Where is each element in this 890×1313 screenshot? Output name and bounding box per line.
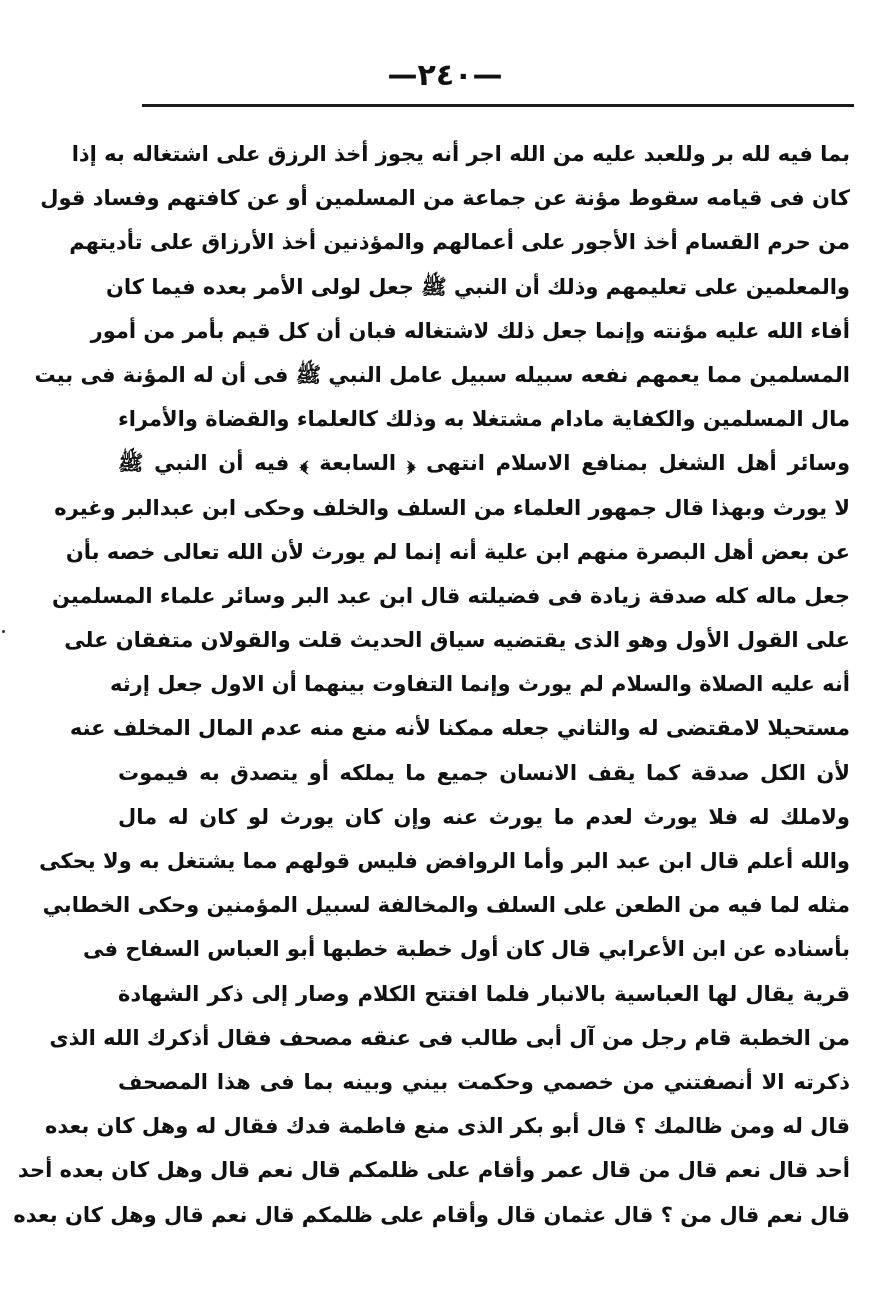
text-line: لأن الكل صدقة كما يقف الانسان جميع ما يملكه أو يتصدق به فيموت — [118, 760, 850, 785]
text-line: من حرم القسام أخذ الأجور على أعمالهم والمؤذنين أخذ الأرزاق على تأديتهم — [69, 230, 850, 255]
text-line: مستحيلا لامقتضى له والثاني جعله ممكنا لأنه منع منه عدم المال المخلف عنه — [69, 716, 850, 741]
text-line: بما فيه لله بر وللعبد عليه من الله اجر أنه يجوز أخذ الرزق على اشتغاله به إذا — [71, 142, 850, 166]
page-number: —٢٤٠— — [387, 58, 503, 93]
text-line: ذكرته الا أنصفتني من خصمي وحكمت بيني وبينه بما فى هذا المصحف — [118, 1069, 850, 1094]
text-line: مثله لما فيه من الطعن على السلف والمخالفة لسبيل المؤمنين وحكى الخطابي — [42, 893, 850, 918]
text-line: جعل ماله كله صدقة زيادة فى فضيلته قال ابن عبد البر وسائر علماء المسلمين — [51, 583, 850, 608]
text-line: من الخطبة قام رجل من آل أبى طالب فى عنقه مصحف فقال أذكرك الله الذى — [49, 1025, 850, 1050]
text-line: قال نعم قال من ؟ قال عثمان قال وأقام على ظلمكم قال نعم قال وهل كان بعده — [13, 1202, 850, 1227]
text-line: أنه عليه الصلاة والسلام لم يورث وإنما التفاوت بينهما أن الاول جعل إرثه — [110, 672, 850, 697]
text-line: أفاء الله عليه مؤنته وإنما جعل ذلك لاشتغاله فبان أن كل قيم بأمر من أمور — [90, 318, 850, 343]
text-line: والمعلمين على تعليمهم وذلك أن النبي ﷺ جعل لولى الأمر بعده فيما كان — [105, 274, 850, 299]
text-line: مال المسلمين والكفاية مادام مشتغلا به وذلك كالعلماء والقضاة والأمراء — [118, 407, 850, 432]
margin-speck — [2, 630, 5, 633]
text-line: لا يورث وبهذا قال جمهور العلماء من السلف والخلف وحكى ابن عبدالبر وغيره — [54, 495, 850, 520]
text-line: كان فى قيامه سقوط مؤنة عن جماعة من المسلمين أو عن كافتهم وفساد قول — [40, 186, 850, 211]
text-line: على القول الأول وهو الذى يقتضيه سياق الحديث قلت والقولان متفقان على — [64, 628, 850, 653]
text-line: عن بعض أهل البصرة منهم ابن علية أنه إنما لم يورث لأن الله تعالى خصه بأن — [65, 539, 850, 564]
text-line: أحد قال نعم قال من قال عمر وأقام على ظلمكم قال نعم قال وهل كان بعده أحد — [17, 1158, 850, 1183]
text-line: قال له ومن ظالمك ؟ قال أبو بكر الذى منع فاطمة فدك فقال له وهل كان بعده — [44, 1114, 850, 1139]
header-rule — [142, 104, 854, 107]
text-line: بأسناده عن ابن الأعرابي قال كان أول خطبة خطبها أبو العباس السفاح فى — [83, 937, 850, 962]
text-line: والله أعلم قال ابن عبد البر وأما الروافض فليس قولهم مما يشتغل به ولا يحكى — [39, 849, 850, 873]
text-line: المسلمين مما يعمهم نفعه سبيله سبيل عامل النبي ﷺ فى أن له المؤنة فى بيت — [34, 362, 850, 387]
body-text — [13, 132, 850, 1237]
text-line: قرية يقال لها العباسية بالانبار فلما افتتح الكلام وصار إلى ذكر الشهادة — [118, 981, 850, 1006]
text-line: وسائر أهل الشغل بمنافع الاسلام انتهى ﴿ السابعة ﴾ فيه أن النبي ﷺ — [118, 451, 850, 476]
text-line: ولاملك له فلا يورث لعدم ما يورث عنه وإن كان يورث لو كان له مال — [118, 804, 850, 829]
